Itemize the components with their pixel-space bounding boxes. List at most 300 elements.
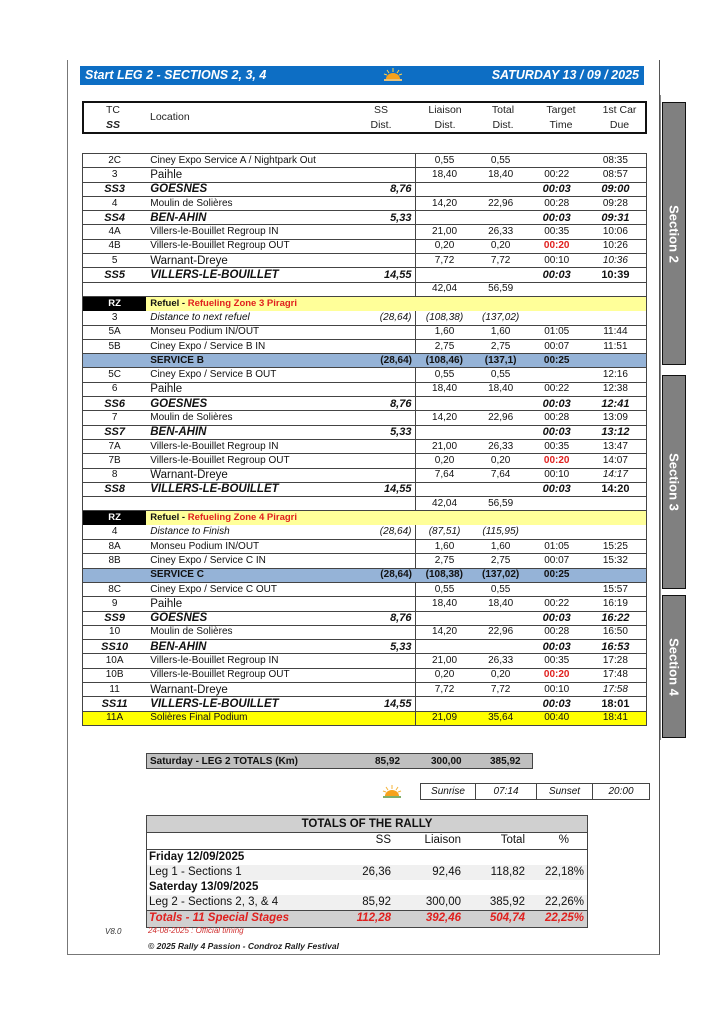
liaison-cell: 2,75	[416, 339, 473, 353]
target-time-cell: 00:03	[529, 211, 585, 225]
liaison-cell: (108,46)	[416, 354, 473, 368]
ss-dist-cell: 8,76	[354, 182, 416, 196]
first-car-due-cell: 13:12	[585, 425, 647, 439]
liaison-cell: 14,20	[416, 625, 473, 639]
ss-dist-cell	[354, 154, 416, 168]
location-cell: BEN-AHIN	[146, 640, 354, 654]
sunrise-icon	[380, 784, 404, 800]
special-stage-row	[83, 697, 647, 711]
refuel-row	[83, 311, 647, 325]
tc-cell: SS11	[83, 697, 147, 711]
total-cell: 56,59	[473, 497, 529, 511]
copyright: © 2025 Rally 4 Passion - Condroz Rally Festival	[148, 941, 339, 951]
tc-cell: 7A	[83, 439, 147, 453]
first-car-due-cell: 12:38	[585, 382, 647, 396]
ss-dist-cell	[354, 668, 416, 682]
location-cell: Ciney Expo / Service B OUT	[146, 368, 354, 382]
leg-totals-total: 385,92	[490, 756, 521, 767]
total-cell	[473, 425, 529, 439]
liaison-cell: 7,72	[416, 682, 473, 696]
liaison-cell: (87,51)	[416, 525, 473, 539]
location-cell: Moulin de Solières	[146, 196, 354, 210]
total-cell: 0,55	[473, 582, 529, 596]
total-cell: 1,60	[473, 540, 529, 554]
target-time-cell: 00:28	[529, 625, 585, 639]
total-cell: 26,33	[473, 439, 529, 453]
ss-dist-cell	[354, 597, 416, 611]
time-control-row	[83, 682, 647, 696]
total-cell: 2,75	[473, 554, 529, 568]
time-control-row	[83, 411, 647, 425]
header-ss-dist-2: Dist.	[370, 119, 392, 131]
target-time-cell: 00:07	[529, 554, 585, 568]
tc-cell: SS10	[83, 640, 147, 654]
section-label: Section 3	[666, 453, 682, 511]
location-cell: Warnant-Dreye	[146, 254, 354, 268]
sunrise-icon	[382, 67, 404, 83]
time-control-row	[83, 540, 647, 554]
location-cell: Villers-le-Bouillet Regroup IN	[146, 225, 354, 239]
total-cell	[473, 611, 529, 625]
first-car-due-cell: 16:19	[585, 597, 647, 611]
ss-dist-cell	[354, 682, 416, 696]
first-car-due-cell	[585, 311, 647, 325]
total-cell	[473, 211, 529, 225]
first-car-due-cell	[585, 568, 647, 582]
target-time-cell	[529, 497, 585, 511]
leg-2-liaison: 300,00	[425, 896, 461, 908]
liaison-cell: 0,55	[416, 154, 473, 168]
total-cell	[473, 182, 529, 196]
ss-dist-cell: 8,76	[354, 397, 416, 411]
ss-dist-cell	[354, 382, 416, 396]
location-cell: Warnant-Dreye	[146, 468, 354, 482]
target-time-cell	[529, 511, 585, 525]
tc-cell: RZ	[83, 296, 147, 310]
leg-1-total: 118,82	[490, 866, 525, 878]
refuel-row	[83, 296, 647, 310]
target-time-cell: 00:20	[529, 454, 585, 468]
refuel-label: Refuel -	[150, 297, 188, 309]
first-car-due-cell: 14:07	[585, 454, 647, 468]
total-cell: 22,96	[473, 196, 529, 210]
first-car-due-cell: 12:41	[585, 397, 647, 411]
target-time-cell	[529, 311, 585, 325]
location-cell: Paihle	[146, 168, 354, 182]
tc-cell	[83, 282, 147, 296]
liaison-cell	[416, 640, 473, 654]
header-target-1: Target	[546, 104, 576, 116]
header-location: Location	[150, 111, 190, 123]
liaison-cell	[416, 211, 473, 225]
leg-1-pct: 22,18%	[544, 866, 584, 878]
section-label: Section 2	[666, 204, 682, 263]
first-car-due-cell: 14:20	[585, 482, 647, 496]
tc-cell: 8	[83, 468, 147, 482]
target-time-cell: 00:25	[529, 568, 585, 582]
grand-total-pct: 22,25%	[544, 912, 584, 924]
location-cell: Villers-le-Bouillet Regroup IN	[146, 654, 354, 668]
sun-times	[420, 783, 650, 800]
ss-dist-cell	[354, 625, 416, 639]
leg-1-liaison: 92,46	[432, 866, 461, 878]
section-tab-2	[662, 102, 686, 365]
ss-dist-cell: (28,64)	[354, 568, 416, 582]
liaison-cell: 0,20	[416, 454, 473, 468]
tc-cell: SS8	[83, 482, 147, 496]
target-time-cell: 00:10	[529, 254, 585, 268]
total-cell: 1,60	[473, 325, 529, 339]
grand-total-row	[147, 910, 587, 927]
tc-cell: 9	[83, 597, 147, 611]
total-cell	[473, 511, 529, 525]
target-time-cell	[529, 582, 585, 596]
first-car-due-cell: 18:41	[585, 711, 647, 725]
leg-2-label: Leg 2 - Sections 2, 3, & 4	[149, 896, 279, 908]
subtotal-row	[83, 282, 647, 296]
tc-cell: 10A	[83, 654, 147, 668]
day-2	[147, 880, 587, 895]
first-car-due-cell: 08:35	[585, 154, 647, 168]
location-cell: Moulin de Solières	[146, 411, 354, 425]
location-cell: Distance to Finish	[146, 525, 354, 539]
header-liaison-1: Liaison	[428, 104, 462, 116]
total-cell	[473, 397, 529, 411]
liaison-cell	[416, 611, 473, 625]
target-time-cell: 00:03	[529, 425, 585, 439]
ss-dist-cell: (28,64)	[354, 354, 416, 368]
tc-cell: RZ	[83, 511, 147, 525]
target-time-cell: 00:28	[529, 411, 585, 425]
liaison-cell: 0,20	[416, 239, 473, 253]
first-car-due-cell	[585, 296, 647, 310]
day-2-label: Saterday 13/09/2025	[149, 881, 259, 893]
total-cell: (137,1)	[473, 354, 529, 368]
special-stage-row	[83, 182, 647, 196]
time-control-row	[83, 468, 647, 482]
special-stage-row	[83, 425, 647, 439]
tc-cell: 8B	[83, 554, 147, 568]
special-stage-row	[83, 397, 647, 411]
liaison-cell	[416, 697, 473, 711]
ss-dist-cell	[354, 654, 416, 668]
location-cell: Ciney Expo Service A / Nightpark Out	[146, 154, 354, 168]
refuel-row	[83, 511, 647, 525]
total-cell: 22,96	[473, 411, 529, 425]
sunrise-time: 07:14	[476, 784, 537, 799]
ss-dist-cell	[354, 468, 416, 482]
ss-dist-cell	[354, 339, 416, 353]
time-control-row	[83, 325, 647, 339]
target-time-cell: 00:03	[529, 611, 585, 625]
leg-totals	[146, 753, 533, 769]
target-time-cell: 00:40	[529, 711, 585, 725]
tc-cell: 7B	[83, 454, 147, 468]
target-time-cell: 00:10	[529, 682, 585, 696]
first-car-due-cell	[585, 354, 647, 368]
header-ss-dist-1: SS	[373, 104, 388, 116]
grand-total-liaison: 392,46	[425, 912, 461, 924]
total-cell: 18,40	[473, 382, 529, 396]
time-control-row	[83, 382, 647, 396]
location-cell: SERVICE C	[146, 568, 354, 582]
total-cell: 26,33	[473, 225, 529, 239]
location-cell: Solières Final Podium	[146, 711, 354, 725]
total-cell: 18,40	[473, 597, 529, 611]
header-tc: TC	[106, 104, 120, 116]
itinerary-table	[82, 153, 647, 726]
sunset-time: 20:00	[608, 786, 634, 797]
liaison-cell: 21,00	[416, 225, 473, 239]
ss-dist-cell	[354, 711, 416, 725]
leg-totals-label: Saturday - LEG 2 TOTALS (Km)	[150, 756, 298, 767]
first-car-due-cell: 08:57	[585, 168, 647, 182]
total-cell: (137,02)	[473, 568, 529, 582]
first-car-due-cell	[585, 511, 647, 525]
tc-cell: 2C	[83, 154, 147, 168]
target-time-cell: 00:03	[529, 268, 585, 282]
location-cell: Paihle	[146, 382, 354, 396]
date-note: 24-08-2025 : Official timing	[148, 926, 244, 935]
col-ss: SS	[375, 834, 391, 846]
target-time-cell	[529, 154, 585, 168]
header-first-car-2: Due	[609, 119, 630, 131]
target-time-cell: 00:35	[529, 654, 585, 668]
liaison-cell: 0,55	[416, 582, 473, 596]
total-cell: (137,02)	[473, 311, 529, 325]
day-1-label: Friday 12/09/2025	[149, 851, 245, 863]
target-time-cell: 01:05	[529, 540, 585, 554]
time-control-row	[83, 225, 647, 239]
location-cell: Ciney Expo / Service C IN	[146, 554, 354, 568]
total-cell: 0,55	[473, 368, 529, 382]
tc-cell: 5C	[83, 368, 147, 382]
ss-dist-cell: 14,55	[354, 697, 416, 711]
total-cell	[473, 482, 529, 496]
version: V8.0	[105, 927, 122, 936]
ss-dist-cell: 5,33	[354, 211, 416, 225]
tc-cell	[83, 568, 147, 582]
target-time-cell: 01:05	[529, 325, 585, 339]
time-control-row	[83, 254, 647, 268]
ss-dist-cell	[354, 411, 416, 425]
leg-1-ss: 26,36	[362, 866, 391, 878]
tc-cell	[83, 354, 147, 368]
first-car-due-cell: 12:16	[585, 368, 647, 382]
service-row	[83, 354, 647, 368]
total-cell	[473, 296, 529, 310]
sunset-label: Sunset	[537, 784, 593, 799]
tc-cell: 8A	[83, 540, 147, 554]
first-car-due-cell: 13:09	[585, 411, 647, 425]
liaison-cell: 42,04	[416, 497, 473, 511]
target-time-cell: 00:22	[529, 382, 585, 396]
tc-cell: 10B	[83, 668, 147, 682]
first-car-due-cell: 10:26	[585, 239, 647, 253]
ss-dist-cell	[354, 454, 416, 468]
time-control-row	[83, 439, 647, 453]
first-car-due-cell: 09:31	[585, 211, 647, 225]
liaison-cell: 7,64	[416, 468, 473, 482]
total-cell: 26,33	[473, 654, 529, 668]
ss-dist-cell: 8,76	[354, 611, 416, 625]
tc-cell: 4	[83, 525, 147, 539]
time-control-row	[83, 625, 647, 639]
target-time-cell: 00:03	[529, 640, 585, 654]
tc-cell: SS9	[83, 611, 147, 625]
refuel-row	[83, 525, 647, 539]
banner-date: SATURDAY 13 / 09 / 2025	[491, 68, 639, 82]
liaison-cell: 1,60	[416, 540, 473, 554]
tc-cell: 10	[83, 625, 147, 639]
header-target-2: Time	[549, 119, 573, 131]
tc-cell: 7	[83, 411, 147, 425]
target-time-cell	[529, 282, 585, 296]
day-1	[147, 850, 587, 865]
ss-dist-cell	[354, 325, 416, 339]
ss-dist-cell: 14,55	[354, 482, 416, 496]
tc-cell: 5	[83, 254, 147, 268]
section-tab-4	[662, 595, 686, 738]
location-cell: VILLERS-LE-BOUILLET	[146, 268, 354, 282]
first-car-due-cell: 16:53	[585, 640, 647, 654]
ss-dist-cell	[354, 296, 416, 310]
first-car-due-cell: 10:39	[585, 268, 647, 282]
target-time-cell: 00:22	[529, 168, 585, 182]
total-cell: 0,20	[473, 454, 529, 468]
refuel-label: Refuel -	[150, 512, 188, 524]
first-car-due-cell: 17:58	[585, 682, 647, 696]
liaison-cell	[416, 296, 473, 310]
col-pct: %	[558, 834, 569, 846]
liaison-cell: 0,55	[416, 368, 473, 382]
target-time-cell: 00:03	[529, 397, 585, 411]
location-cell: Warnant-Dreye	[146, 682, 354, 696]
total-cell: 7,72	[473, 254, 529, 268]
tc-cell	[83, 497, 147, 511]
leg-totals-ss: 85,92	[375, 756, 401, 767]
first-car-due-cell: 11:51	[585, 339, 647, 353]
liaison-cell	[416, 182, 473, 196]
liaison-cell	[416, 511, 473, 525]
time-control-row	[83, 654, 647, 668]
grand-total-label: Totals - 11 Special Stages	[149, 912, 289, 924]
location-cell: GOESNES	[146, 611, 354, 625]
time-control-row	[83, 711, 647, 725]
col-liaison: Liaison	[424, 834, 461, 846]
location-cell	[146, 282, 354, 296]
target-time-cell: 00:10	[529, 468, 585, 482]
ss-dist-cell	[354, 225, 416, 239]
location-cell: Villers-le-Bouillet Regroup OUT	[146, 668, 354, 682]
location-cell	[146, 296, 354, 310]
target-time-cell: 00:28	[529, 196, 585, 210]
leg-2-total: 385,92	[489, 896, 525, 908]
time-control-row	[83, 239, 647, 253]
first-car-due-cell: 11:44	[585, 325, 647, 339]
first-car-due-cell: 10:36	[585, 254, 647, 268]
tc-cell: 11A	[83, 711, 147, 725]
grand-total-total: 504,74	[489, 912, 525, 924]
liaison-cell: 18,40	[416, 382, 473, 396]
special-stage-row	[83, 211, 647, 225]
first-car-due-cell: 17:28	[585, 654, 647, 668]
tc-cell: 6	[83, 382, 147, 396]
ss-dist-cell	[354, 254, 416, 268]
first-car-due-cell: 15:57	[585, 582, 647, 596]
first-car-due-cell: 15:32	[585, 554, 647, 568]
column-header	[82, 101, 647, 134]
first-car-due-cell: 17:48	[585, 668, 647, 682]
tc-cell: 3	[83, 168, 147, 182]
time-control-row	[83, 668, 647, 682]
location-cell: Monseu Podium IN/OUT	[146, 540, 354, 554]
first-car-due-cell: 09:00	[585, 182, 647, 196]
liaison-cell: 1,60	[416, 325, 473, 339]
total-cell: 35,64	[473, 711, 529, 725]
location-cell	[146, 497, 354, 511]
section-divider	[660, 95, 661, 740]
refuel-zone-name: Refueling Zone 3 Piragri	[187, 297, 297, 309]
tc-cell: 5B	[83, 339, 147, 353]
liaison-cell: 14,20	[416, 196, 473, 210]
time-control-row	[83, 368, 647, 382]
tc-cell: 4	[83, 196, 147, 210]
ss-dist-cell	[354, 497, 416, 511]
target-time-cell	[529, 525, 585, 539]
location-cell: VILLERS-LE-BOUILLET	[146, 697, 354, 711]
tc-cell: 3	[83, 311, 147, 325]
liaison-cell: 0,20	[416, 668, 473, 682]
first-car-due-cell: 09:28	[585, 196, 647, 210]
target-time-cell: 00:03	[529, 182, 585, 196]
ss-dist-cell	[354, 239, 416, 253]
location-cell: Ciney Expo / Service C OUT	[146, 582, 354, 596]
total-cell	[473, 697, 529, 711]
first-car-due-cell: 16:50	[585, 625, 647, 639]
tc-cell: 8C	[83, 582, 147, 596]
leg-totals-liaison: 300,00	[431, 756, 462, 767]
liaison-cell	[416, 397, 473, 411]
liaison-cell: 21,09	[416, 711, 473, 725]
ss-dist-cell: (28,64)	[354, 311, 416, 325]
header-ss: SS	[105, 119, 120, 131]
total-cell: 0,55	[473, 154, 529, 168]
liaison-cell: 18,40	[416, 168, 473, 182]
liaison-cell: 14,20	[416, 411, 473, 425]
ss-dist-cell: (28,64)	[354, 525, 416, 539]
tc-cell: SS7	[83, 425, 147, 439]
target-time-cell: 00:20	[529, 668, 585, 682]
first-car-due-cell: 18:01	[585, 697, 647, 711]
col-total: Total	[500, 834, 525, 846]
first-car-due-cell: 14:17	[585, 468, 647, 482]
location-cell: Distance to next refuel	[146, 311, 354, 325]
header-liaison-2: Dist.	[434, 119, 456, 131]
location-cell: VILLERS-LE-BOUILLET	[146, 482, 354, 496]
first-car-due-cell: 16:22	[585, 611, 647, 625]
section-label: Section 4	[666, 637, 682, 696]
liaison-cell: 42,04	[416, 282, 473, 296]
location-cell: BEN-AHIN	[146, 211, 354, 225]
target-time-cell: 00:35	[529, 225, 585, 239]
header-first-car-1: 1st Car	[602, 104, 637, 116]
liaison-cell: 7,72	[416, 254, 473, 268]
time-control-row	[83, 196, 647, 210]
location-cell: Villers-le-Bouillet Regroup OUT	[146, 454, 354, 468]
target-time-cell: 00:22	[529, 597, 585, 611]
leg-1-label: Leg 1 - Sections 1	[149, 866, 242, 878]
